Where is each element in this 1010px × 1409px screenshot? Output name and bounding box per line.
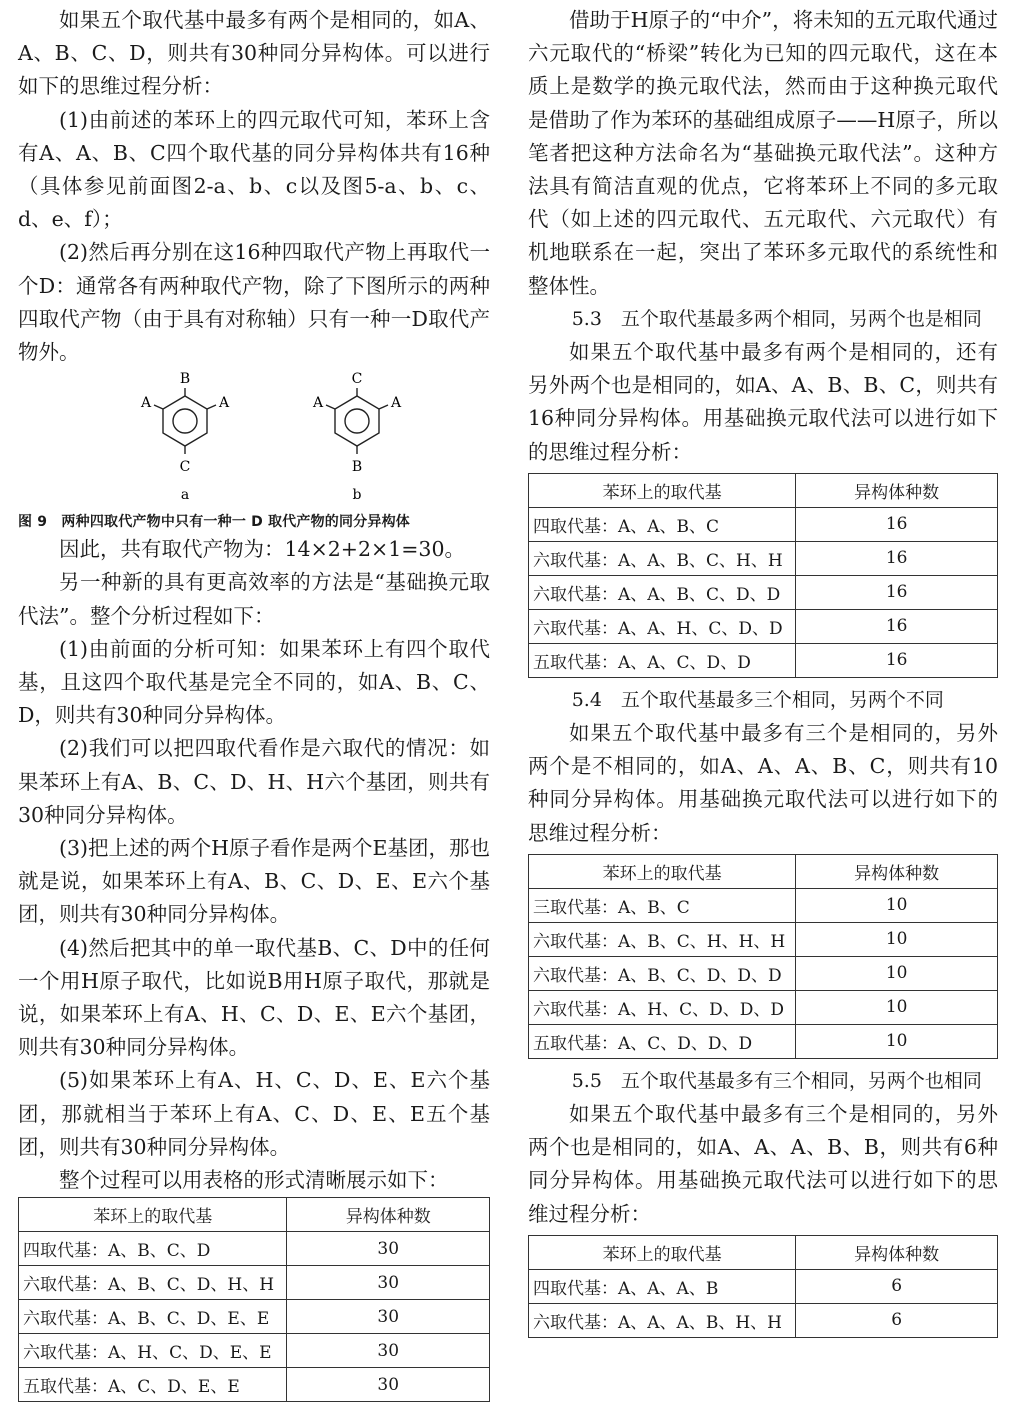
table-cell: 六取代基：A、B、C、D、D、D xyxy=(529,956,796,990)
table-cell: 16 xyxy=(796,643,998,677)
table-cell: 六取代基：A、A、A、B、H、H xyxy=(529,1303,796,1337)
paragraph: (4)然后把其中的单一取代基B、C、D中的任何一个用H原子取代，比如说B用H原子取代，那就是说，如果苯环上有A、H、C、D、E、E六个基团，则共有30种同分异构体。 xyxy=(18,935,490,1060)
table-cell: 三取代基：A、B、C xyxy=(529,888,796,922)
table-cell: 16 xyxy=(796,609,998,643)
table-row xyxy=(529,643,998,677)
paragraph: (1)由前述的苯环上的四元取代可知，苯环上含有A、A、B、C四个取代基的同分异构体共有16种（具体参见前面图2-a、b、c以及图5-a、b、c、d、e、f）； xyxy=(18,107,490,232)
table-cell: 10 xyxy=(796,1024,998,1058)
data-table xyxy=(528,473,998,678)
table-cell: 六取代基：A、H、C、D、E、E xyxy=(19,1334,287,1368)
table-cell: 6 xyxy=(796,1303,998,1337)
table-cell: 六取代基：A、B、C、D、E、E xyxy=(19,1300,287,1334)
sub-b-top: C xyxy=(351,371,363,388)
table-cell: 6 xyxy=(796,1269,998,1303)
table-header-row xyxy=(529,854,998,888)
sub-a-bottom: C xyxy=(179,459,191,476)
table-cell: 30 xyxy=(287,1232,490,1266)
table-cell: 六取代基：A、B、C、H、H、H xyxy=(529,922,796,956)
table-cell: 10 xyxy=(796,990,998,1024)
figure-9 xyxy=(18,371,490,511)
table-header-row xyxy=(19,1198,490,1232)
table-header: 异构体种数 xyxy=(796,473,998,507)
table-cell: 30 xyxy=(287,1334,490,1368)
table-cell: 30 xyxy=(287,1300,490,1334)
section-heading-5-5: 5.5 五个取代基最多有三个相同，另两个也相同 xyxy=(571,1069,982,1092)
figure-caption: 图 9 两种四取代产物中只有一种一 D 取代产物的同分异构体 xyxy=(18,514,410,531)
label-b: b xyxy=(352,487,362,504)
paragraph: (3)把上述的两个H原子看作是两个E基团，那也就是说，如果苯环上有A、B、C、D、E、E六个基团，则共有30种同分异构体。 xyxy=(18,836,490,927)
paragraph: 如果五个取代基中最多有三个是相同的，另外两个是不相同的，如A、A、A、B、C，则共有10种同分异构体。用基础换元取代法可以进行如下的思维过程分析： xyxy=(528,721,998,845)
table-row xyxy=(19,1266,490,1300)
table-header-row xyxy=(529,473,998,507)
paragraph: 如果五个取代基中最多有两个是相同的，如A、A、B、C、D，则共有30种同分异构体。可以进行如下的思维过程分析： xyxy=(18,8,490,99)
table-row xyxy=(529,990,998,1024)
table-row xyxy=(529,922,998,956)
sub-b-bottom: B xyxy=(351,459,363,476)
table-cell: 六取代基：A、H、C、D、D、D xyxy=(529,990,796,1024)
table-header: 异构体种数 xyxy=(796,854,998,888)
left-column xyxy=(18,0,490,1402)
table-cell: 10 xyxy=(796,922,998,956)
data-table xyxy=(528,854,998,1059)
table-cell: 10 xyxy=(796,956,998,990)
table-header: 苯环上的取代基 xyxy=(529,854,796,888)
paragraph: (2)然后再分别在这16种四取代产物上再取代一个D：通常各有两种取代产物，除了下图所示的两种四取代产物（由于具有对称轴）只有一种一D取代产物外。 xyxy=(18,240,490,365)
table-row xyxy=(529,541,998,575)
table-cell: 五取代基：A、A、C、D、D xyxy=(529,643,796,677)
table-cell: 五取代基：A、C、D、E、E xyxy=(19,1368,287,1402)
sub-a-left: A xyxy=(140,395,152,412)
sub-a-top: B xyxy=(179,371,191,388)
label-a: a xyxy=(180,487,190,504)
table-header: 异构体种数 xyxy=(287,1198,490,1232)
table-row xyxy=(19,1368,490,1402)
table-row xyxy=(529,1269,998,1303)
sub-b-right: A xyxy=(390,395,402,412)
table-cell: 四取代基：A、A、B、C xyxy=(529,507,796,541)
table-cell: 30 xyxy=(287,1266,490,1300)
right-column xyxy=(528,0,998,1338)
table-cell: 四取代基：A、A、A、B xyxy=(529,1269,796,1303)
structure-a xyxy=(154,388,216,454)
sub-a-right: A xyxy=(218,395,230,412)
paragraph: (1)由前面的分析可知：如果苯环上有四个取代基，且这四个取代基是完全不同的，如A、B、C、D，则共有30种同分异构体。 xyxy=(18,636,490,728)
table-cell: 16 xyxy=(796,575,998,609)
table-cell: 四取代基：A、B、C、D xyxy=(19,1232,287,1266)
table-row xyxy=(19,1300,490,1334)
paragraph: 因此，共有取代产物为：14×2+2×1=30。 xyxy=(59,537,466,562)
paragraph: 如果五个取代基中最多有两个是相同的，还有另外两个也是相同的，如A、A、B、B、C，则共有16种同分异构体。用基础换元取代法可以进行如下的思维过程分析： xyxy=(528,340,998,464)
paragraph: (2)我们可以把四取代看作是六取代的情况：如果苯环上有A、B、C、D、H、H六个基团，则共有30种同分异构体。 xyxy=(18,736,490,827)
paragraph: 如果五个取代基中最多有三个是相同的，另外两个也是相同的，如A、A、A、B、B，则共有6种同分异构体。用基础换元取代法可以进行如下的思维过程分析： xyxy=(528,1102,998,1226)
benzene-structures-diagram xyxy=(18,371,490,511)
table-header-row xyxy=(529,1235,998,1269)
table-row xyxy=(529,575,998,609)
table-row xyxy=(529,888,998,922)
paragraph: 整个过程可以用表格的形式清晰展示如下： xyxy=(59,1168,449,1193)
paragraph: (5)如果苯环上有A、H、C、D、E、E六个基团，那就相当于苯环上有A、C、D、E、E五个基团，则共有30种同分异构体。 xyxy=(18,1068,490,1159)
table-row xyxy=(19,1334,490,1368)
table-cell: 六取代基：A、A、H、C、D、D xyxy=(529,609,796,643)
paragraph: 借助于H原子的“中介”，将未知的五元取代通过六元取代的“桥梁”转化为已知的四元取代，这在本质上是数学的换元取代法，然而由于这种换元取代是借助了作为苯环的基础组成原子——H原子，所以笔者把这种方法命名为“基础换元取代法”。这种方法具有简洁直观的优点，它将苯环上不同的多元取代（如上述的四元取代、五元取代、六元取代）有机地联系在一起，突出了苯环多元取代的系统性和整体性。 xyxy=(528,8,998,298)
table-cell: 16 xyxy=(796,541,998,575)
table-cell: 16 xyxy=(796,507,998,541)
table-row xyxy=(529,507,998,541)
table-row xyxy=(529,1024,998,1058)
table-row xyxy=(529,609,998,643)
section-heading-5-3: 5.3 五个取代基最多两个相同，另两个也是相同 xyxy=(571,307,982,330)
table-header: 异构体种数 xyxy=(796,1235,998,1269)
table-header: 苯环上的取代基 xyxy=(19,1198,287,1232)
table-row xyxy=(19,1232,490,1266)
table-cell: 10 xyxy=(796,888,998,922)
table-cell: 五取代基：A、C、D、D、D xyxy=(529,1024,796,1058)
table-row xyxy=(529,956,998,990)
table-cell: 六取代基：A、A、B、C、D、D xyxy=(529,575,796,609)
data-table xyxy=(18,1197,490,1402)
table-header: 苯环上的取代基 xyxy=(529,473,796,507)
table-row xyxy=(529,1303,998,1337)
structure-b xyxy=(326,388,388,454)
paragraph: 另一种新的具有更高效率的方法是“基础换元取代法”。整个分析过程如下： xyxy=(18,570,490,628)
section-heading-5-4: 5.4 五个取代基最多三个相同，另两个不同 xyxy=(571,688,944,711)
table-cell: 六取代基：A、A、B、C、H、H xyxy=(529,541,796,575)
table-header: 苯环上的取代基 xyxy=(529,1235,796,1269)
table-cell: 30 xyxy=(287,1368,490,1402)
data-table xyxy=(528,1235,998,1338)
sub-b-left: A xyxy=(312,395,324,412)
table-cell: 六取代基：A、B、C、D、H、H xyxy=(19,1266,287,1300)
